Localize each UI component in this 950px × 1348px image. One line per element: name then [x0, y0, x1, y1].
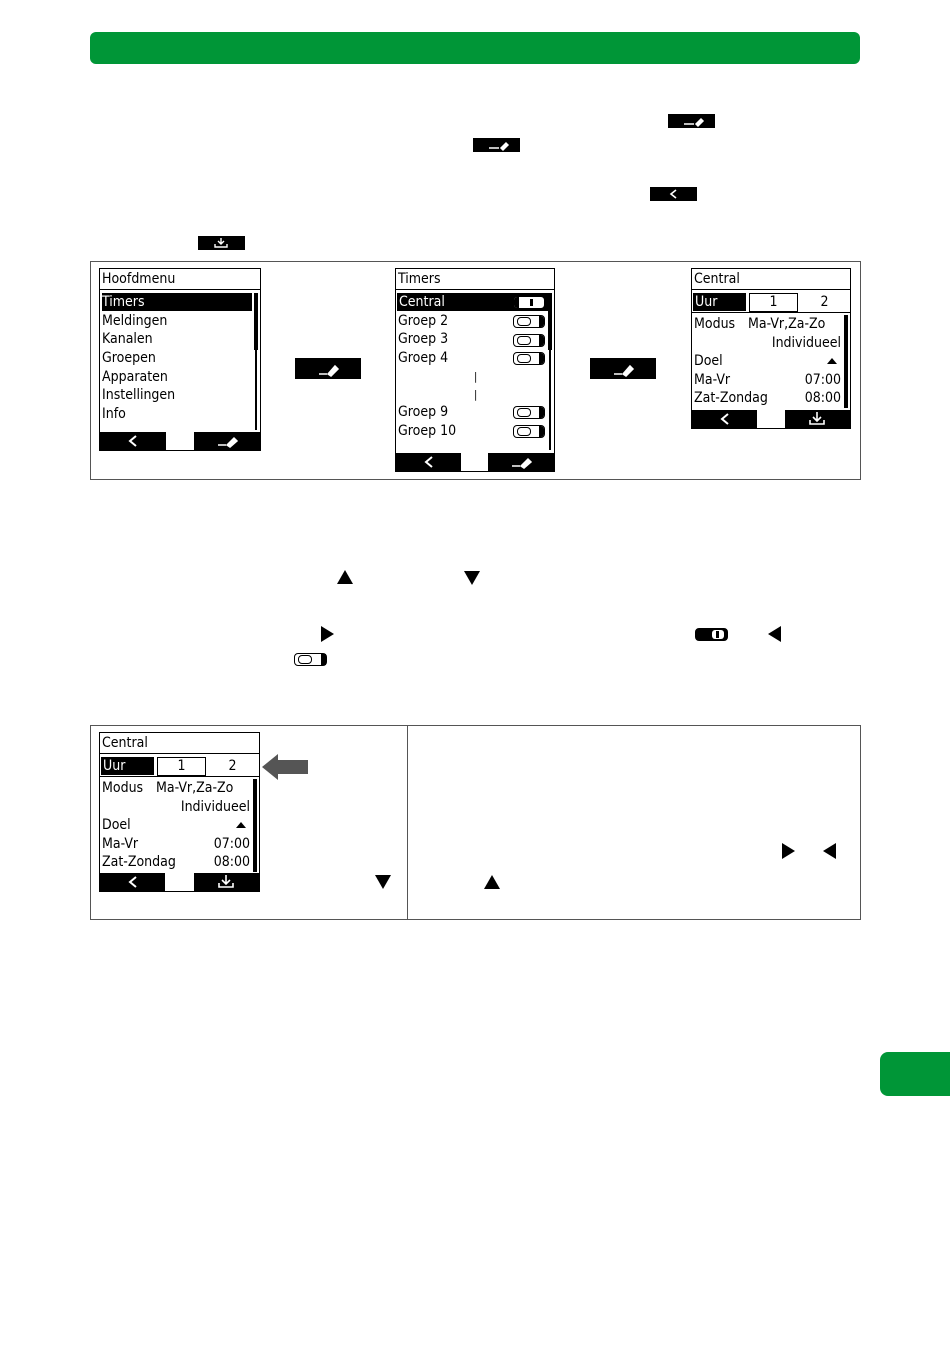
central-timer-screen: [99, 732, 260, 892]
back-button[interactable]: [396, 453, 461, 471]
back-button[interactable]: [100, 432, 166, 450]
screen-title: Central: [100, 733, 259, 754]
ma-vr-label: Ma-Vr: [102, 836, 139, 852]
ma-vr-value[interactable]: 07:00: [213, 836, 250, 852]
column-divider: [407, 726, 408, 919]
tab-2[interactable]: 2: [820, 294, 829, 310]
zat-zondag-value[interactable]: 08:00: [213, 854, 250, 870]
toggle-on-icon[interactable]: [513, 296, 545, 309]
menu-item-info[interactable]: Info: [102, 406, 126, 422]
timer-label: Central: [399, 294, 445, 310]
modus-value-2[interactable]: Individueel: [771, 335, 841, 351]
scrollbar-track: [549, 350, 551, 450]
toggle-on-icon: [695, 628, 728, 641]
ellipsis-mark: |: [474, 370, 478, 383]
tab-uur[interactable]: Uur: [693, 293, 746, 311]
edit-key-icon: [668, 114, 715, 128]
triangle-left-icon: [768, 626, 781, 642]
modus-label: Modus: [102, 780, 144, 796]
zat-zondag-label: Zat-Zondag: [694, 390, 768, 406]
menu-item-instellingen[interactable]: Instellingen: [102, 387, 176, 403]
edit-button[interactable]: [488, 453, 554, 471]
tab-1[interactable]: 1: [157, 757, 206, 776]
doel-label: Doel: [102, 817, 131, 833]
modus-label: Modus: [694, 316, 736, 332]
edit-key-icon: [590, 358, 656, 379]
screen-title: Timers: [396, 269, 554, 290]
triangle-down-icon: [464, 571, 480, 585]
toggle-off-icon[interactable]: [513, 334, 545, 347]
save-button[interactable]: [785, 410, 850, 428]
back-button[interactable]: [100, 873, 165, 891]
timers-screen: [395, 268, 555, 472]
tab-uur[interactable]: Uur: [101, 757, 154, 775]
zat-zondag-label: Zat-Zondag: [102, 854, 176, 870]
toggle-off-icon[interactable]: [513, 315, 545, 328]
screen-title: Central: [692, 269, 850, 290]
ma-vr-label: Ma-Vr: [694, 372, 731, 388]
back-key-icon: [650, 187, 697, 201]
tab-explanation-figure: [90, 725, 861, 920]
triangle-right-icon: [782, 843, 795, 859]
menu-item-timers[interactable]: Timers: [102, 293, 252, 311]
zat-zondag-value[interactable]: 08:00: [804, 390, 841, 406]
toggle-off-icon: [294, 653, 327, 666]
triangle-right-icon: [321, 626, 334, 642]
triangle-up-icon: [484, 875, 500, 889]
modus-value[interactable]: Ma-Vr,Za-Zo: [748, 316, 826, 332]
scrollbar-track: [255, 350, 257, 430]
menu-item-apparaten[interactable]: Apparaten: [102, 369, 168, 385]
menu-item-meldingen[interactable]: Meldingen: [102, 313, 168, 329]
toggle-off-icon[interactable]: [513, 406, 545, 419]
timer-item[interactable]: Groep 3: [398, 331, 449, 347]
softkey-bar: [100, 432, 260, 450]
menu-item-groepen[interactable]: Groepen: [102, 350, 156, 366]
chapter-side-tab: [880, 1052, 950, 1096]
ma-vr-value[interactable]: 07:00: [804, 372, 841, 388]
softkey-bar: [396, 453, 554, 471]
edit-button[interactable]: [194, 432, 260, 450]
triangle-up-icon: [236, 822, 246, 828]
triangle-left-icon: [823, 843, 836, 859]
menu-item-kanalen[interactable]: Kanalen: [102, 331, 153, 347]
edit-key-icon: [473, 138, 520, 152]
screen-title: Hoofdmenu: [100, 269, 260, 290]
timer-item[interactable]: Groep 9: [398, 404, 449, 420]
modus-value[interactable]: Ma-Vr,Za-Zo: [156, 780, 234, 796]
tab-2[interactable]: 2: [228, 758, 237, 774]
timer-item[interactable]: Groep 4: [398, 350, 449, 366]
save-button[interactable]: [194, 873, 259, 891]
edit-key-icon: [295, 358, 361, 379]
softkey-bar: [692, 410, 850, 428]
scrollbar[interactable]: [253, 779, 257, 872]
scrollbar[interactable]: [844, 315, 848, 408]
triangle-up-icon: [337, 570, 353, 584]
back-button[interactable]: [692, 410, 757, 428]
doel-label: Doel: [694, 353, 723, 369]
ellipsis-mark: |: [474, 388, 478, 401]
save-key-icon: [198, 236, 245, 250]
triangle-down-icon: [375, 875, 391, 889]
tab-1[interactable]: 1: [749, 293, 798, 312]
scrollbar[interactable]: [548, 293, 552, 350]
menu-flow-figure: [90, 261, 861, 480]
scrollbar[interactable]: [254, 293, 258, 350]
toggle-off-icon[interactable]: [513, 425, 545, 438]
timer-item[interactable]: Groep 2: [398, 313, 449, 329]
arrow-left-icon: [262, 754, 310, 780]
main-menu-screen: [99, 268, 261, 451]
toggle-off-icon[interactable]: [513, 352, 545, 365]
section-header-bar: [90, 32, 860, 64]
timer-item[interactable]: Groep 10: [398, 423, 457, 439]
modus-value-2[interactable]: Individueel: [180, 799, 250, 815]
central-timer-screen: [691, 268, 851, 429]
triangle-up-icon: [827, 358, 837, 364]
softkey-bar: [100, 873, 259, 891]
